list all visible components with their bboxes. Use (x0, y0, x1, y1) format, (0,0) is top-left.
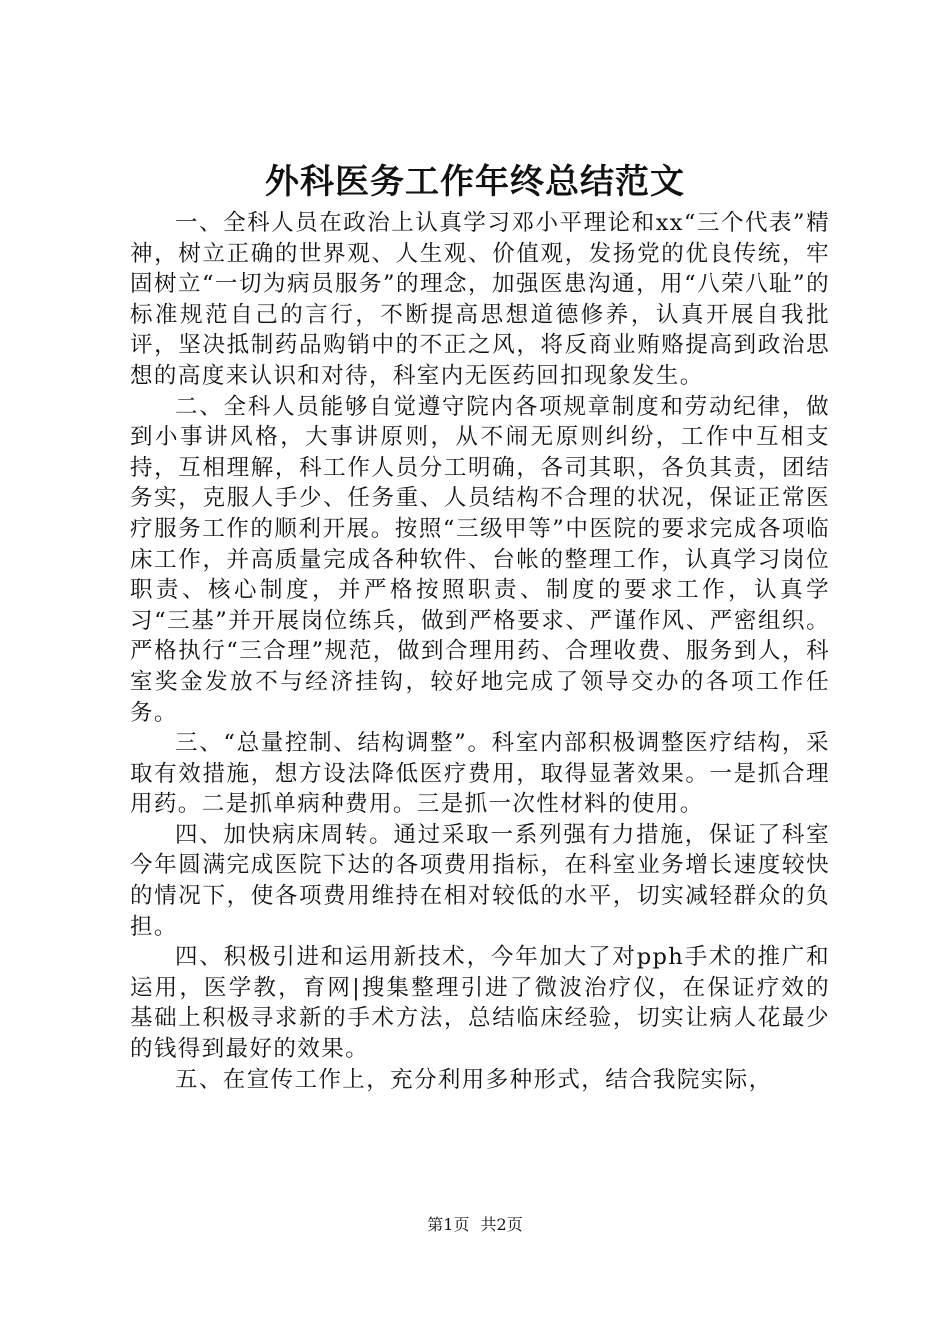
paragraph-5: 四、积极引进和运用新技术，今年加大了对pph手术的推广和运用，医学教，育网|搜集整理引进了微波治疗仪，在保证疗效的基础上积极寻求新的手术方法，总结临床经验，切实让病人花最少的钱得到最好的效果。 (130, 944, 830, 1063)
paragraph-2: 二、全科人员能够自觉遵守院内各项规章制度和劳动纪律，做到小事讲风格，大事讲原则，从不闹无原则纠纷，工作中互相支持，互相理解，科工作人员分工明确，各司其职，各负其责，团结务实，克服人手少、任务重、人员结构不合理的状况，保证正常医疗服务工作的顺利开展。按照“三级甲等”中医院的要求完成各项临床工作，并高质量完成各种软件、台帐的整理工作，认真学习岗位职责、核心制度，并严格按照职责、制度的要求工作，认真学习“三基”并开展岗位练兵，做到严格要求、严谨作风、严密组织。严格执行“三合理”规范，做到合理用药、合理收费、服务到人，科室奖金发放不与经济挂钩，较好地完成了领导交办的各项工作任务。 (130, 393, 830, 726)
page-number: 第1页 (427, 1215, 470, 1234)
paragraph-3: 三、“总量控制、结构调整”。科室内部积极调整医疗结构，采取有效措施，想方设法降低医疗费用，取得显著效果。一是抓合理用药。二是抓单病种费用。三是抓一次性材料的使用。 (130, 730, 830, 818)
document-body (130, 208, 830, 1095)
document-title: 外科医务工作年终总结范文 (265, 162, 685, 202)
paragraph-6: 五、在宣传工作上，充分利用多种形式，结合我院实际， (175, 1066, 773, 1093)
paragraph-1: 一、全科人员在政治上认真学习邓小平理论和xx“三个代表”精神，树立正确的世界观、人生观、价值观，发扬党的优良传统，牢固树立“一切为病员服务”的理念，加强医患沟通，用“八荣八耻”的标准规范自己的言行，不断提高思想道德修养，认真开展自我批评，坚决抵制药品购销中的不正之风，将反商业贿赂提高到政治思想的高度来认识和对待，科室内无医药回扣现象发生。 (130, 210, 830, 389)
page-total: 共2页 (480, 1215, 523, 1234)
page-footer (0, 1214, 950, 1236)
paragraph-4: 四、加快病床周转。通过采取一系列强有力措施，保证了科室今年圆满完成医院下达的各项费用指标，在科室业务增长速度较快的情况下，使各项费用维持在相对较低的水平，切实减轻群众的负担。 (130, 821, 830, 940)
